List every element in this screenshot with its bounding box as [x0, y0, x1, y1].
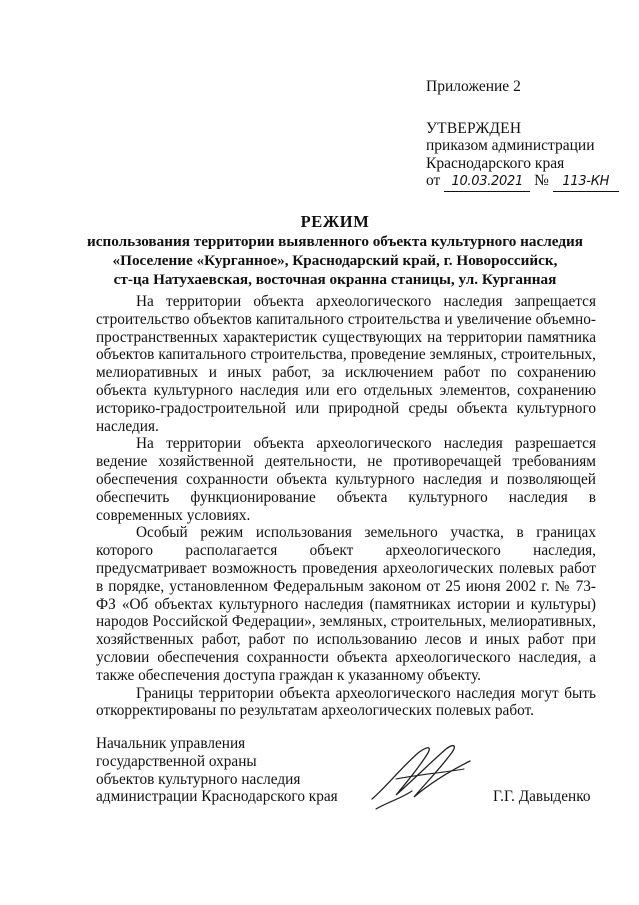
handwritten-signature [366, 739, 476, 815]
paragraph-special-regime: Особый режим использования земельного участка, в границах которого располагается объект археологического наследия, предусматривает возможность проведения археологических полевых работ в порядке, установленном Федеральным законом от 25 июня 2002 г. № 73-ФЗ «Об объектах культурного наследия (памятниках истории и культуры) народов Российской Федерации», земляных, строительных, мелиоративных, хозяйственных работ, работ по использованию лесов и иных работ при условии обеспечения сохранности объекта археологического наследия, а также обеспечения доступа граждан к указанному объекту. [96, 524, 596, 684]
from-label: от [426, 172, 441, 189]
title-line-1: использования территории выявленного объекта культурного наследия [87, 233, 583, 250]
signatory-title-line-3: объектов культурного наследия [96, 770, 301, 788]
signatory-title-line-4: администрации Краснодарского края [96, 788, 338, 806]
paragraph-permissions: На территории объекта археологического наследия разрешается ведение хозяйственной деятельности, не противоречащей требованиям обеспечения сохранности объекта культурного наследия и позволяющей обеспечить функционирование объекта культурного наследия в современных условиях. [96, 435, 596, 524]
approval-line-1: приказом администрации [426, 137, 595, 154]
title-heading: РЕЖИМ [300, 212, 370, 231]
order-line [426, 172, 631, 192]
approved-label: УТВЕРЖДЕН [426, 119, 522, 137]
paragraph-boundaries: Границы территории объекта археологического наследия могут быть откорректированы по результатам археологических полевых работ. [96, 684, 596, 720]
title-line-2: «Поселение «Курганное», Краснодарский край, г. Новороссийск, [112, 252, 558, 269]
number-label: № [534, 172, 549, 189]
document-body [96, 293, 596, 720]
signatory-title-line-2: государственной охраны [96, 752, 257, 770]
order-date: 10.03.2021 [444, 173, 530, 192]
order-number: 113-КН [553, 173, 619, 192]
signature-block [96, 735, 606, 806]
signatory-title-line-1: Начальник управления [96, 735, 246, 752]
title-line-3: ст-ца Натухаевская, восточная окранна станицы, ул. Курганная [113, 271, 557, 288]
signatory-name: Г.Г. Давыденко [493, 788, 591, 805]
document-title [40, 212, 630, 289]
approval-line-2: Краснодарского края [426, 154, 565, 172]
approval-block [426, 78, 631, 192]
paragraph-prohibitions: На территории объекта археологического наследия запрещается строительство объектов капитального строительства и увеличение объемно-пространственных характеристик существующих на территории памятника объектов капитального строительства, проведение земляных, строительных, мелиоративных и иных работ, за исключением работ по сохранению объекта культурного наследия или его отдельных элементов, сохранению историко-градостроительной или природной среды объекта культурного наследия. [96, 293, 596, 435]
appendix-label: Приложение 2 [426, 78, 521, 95]
